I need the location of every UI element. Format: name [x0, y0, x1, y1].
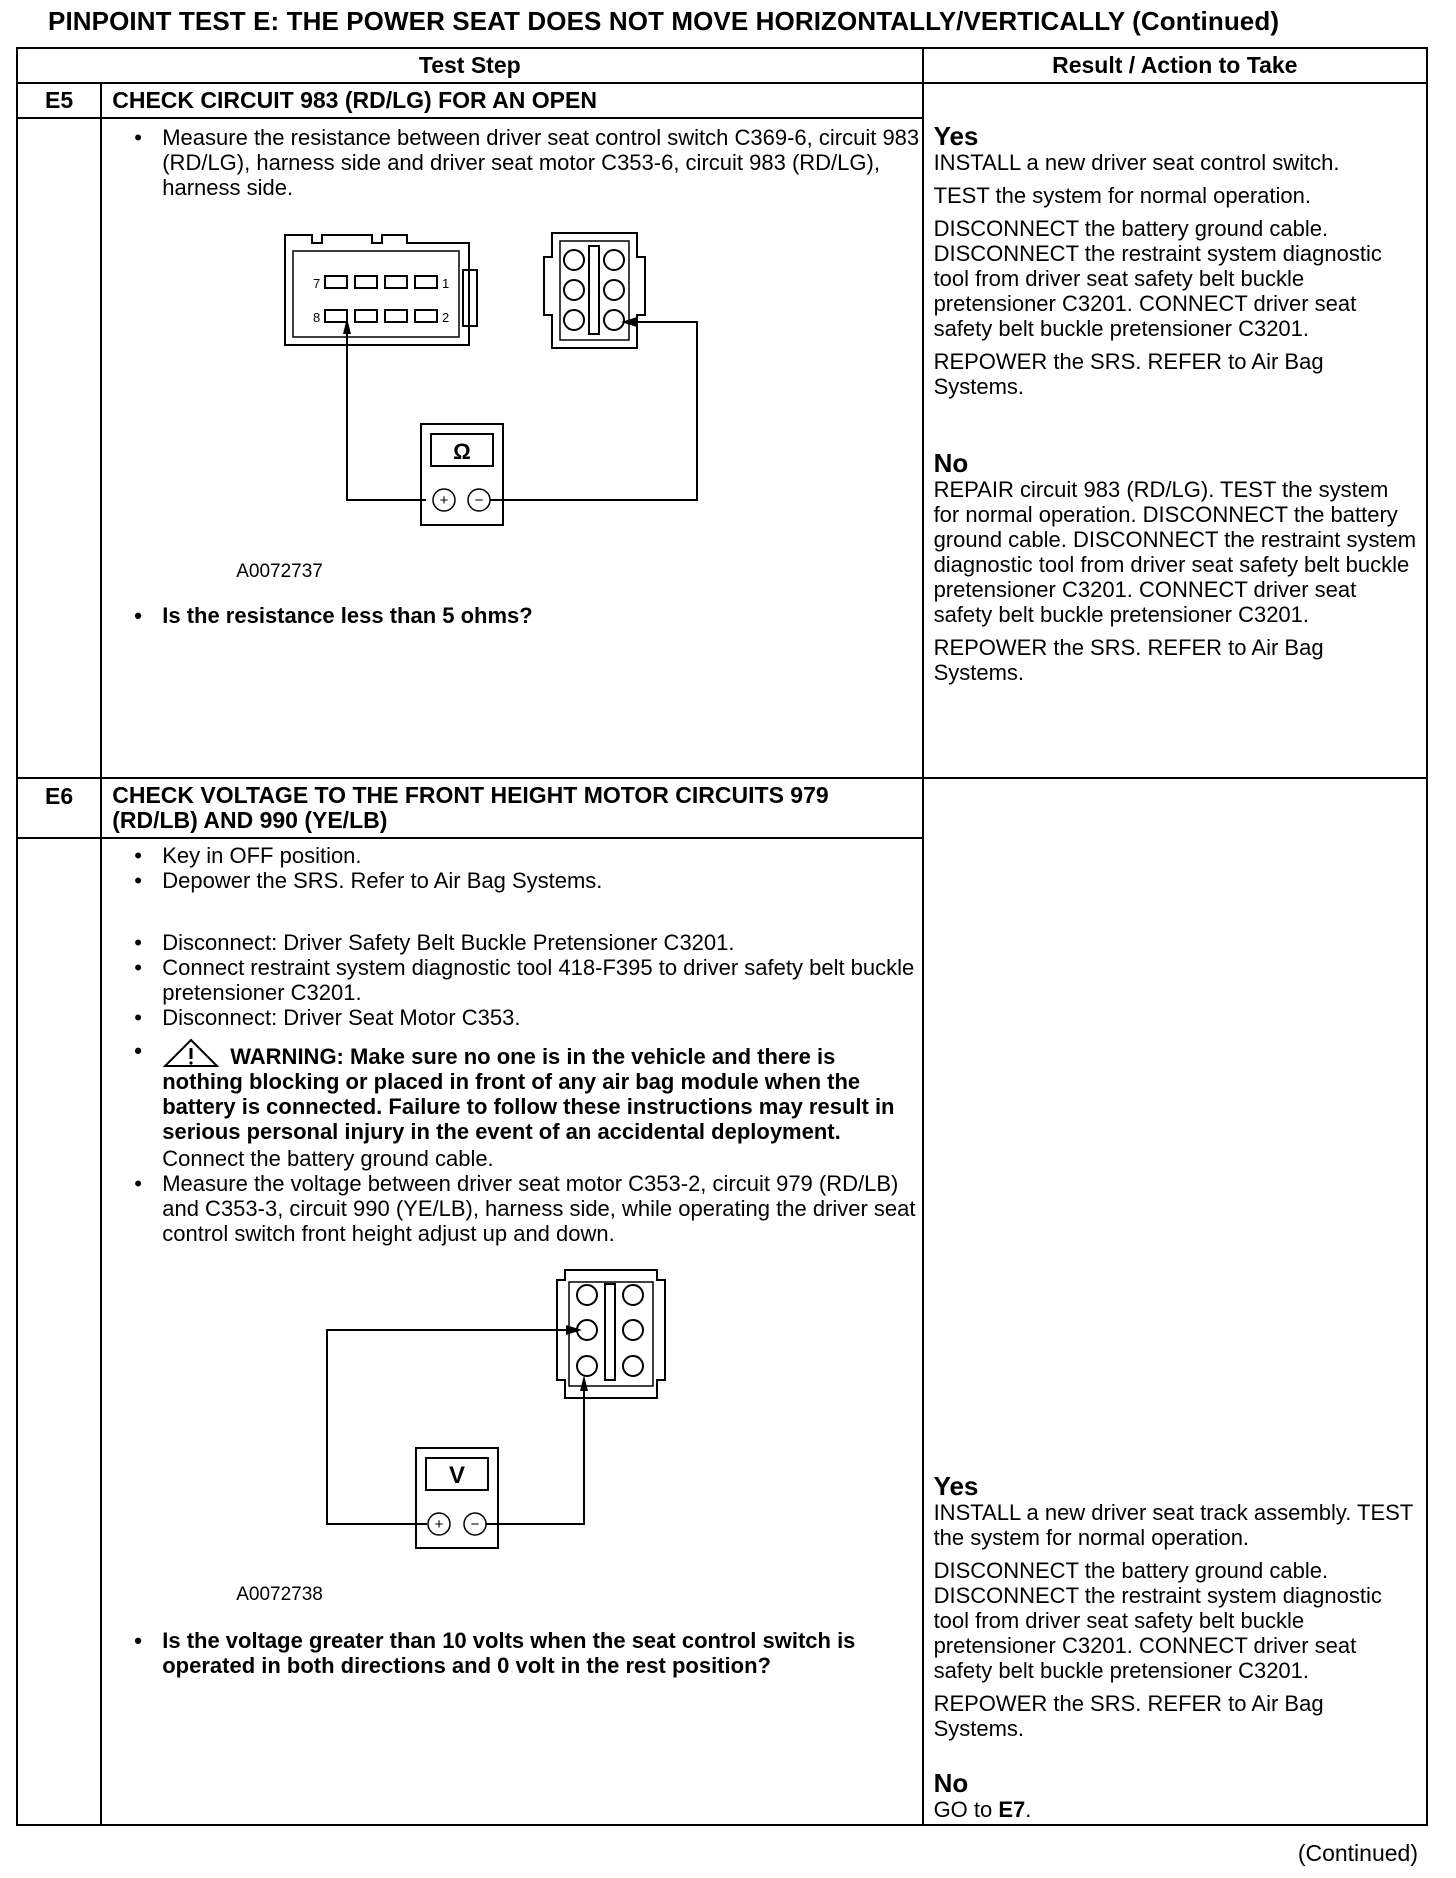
- goto-line: GO to E7.: [933, 1797, 1032, 1822]
- voltage-diagram: [197, 1262, 757, 1582]
- blank-cell: [17, 838, 101, 1825]
- result-line: REPAIR circuit 983 (RD/LG). TEST the system for normal operation. DISCONNECT the battery ground cable. DISCONNECT the restraint system diagnostic tool from driver seat safety belt buckle pretensioner C3201. CONNECT driver seat safety belt buckle pretensioner C3201.: [933, 477, 1417, 627]
- pin-label: 1: [442, 276, 450, 291]
- continued-footer: (Continued): [1297, 1840, 1418, 1866]
- yes-label: Yes: [933, 121, 979, 151]
- result-line: INSTALL a new driver seat track assembly. TEST the system for normal operation.: [933, 1500, 1413, 1550]
- step-e6-title-row: [17, 778, 1427, 838]
- pin-label: 2: [442, 310, 450, 325]
- plus-terminal: +: [439, 492, 449, 509]
- result-line: REPOWER the SRS. REFER to Air Bag Systems.: [933, 1691, 1324, 1741]
- question: • Is the voltage greater than 10 volts when the seat control switch is operated in both directions and 0 volt in the rest position?: [132, 1628, 921, 1678]
- result-line: REPOWER the SRS. REFER to Air Bag Systems.: [933, 349, 1324, 399]
- bullet-item: • Measure the voltage between driver seat motor C353-2, circuit 979 (RD/LB) and C353-3, circuit 990 (YE/LB), harness side, while operating the driver seat control switch front height adjust up and down.: [132, 1171, 921, 1246]
- result-header: Result / Action to Take: [923, 48, 1427, 83]
- step-title: CHECK CIRCUIT 983 (RD/LG) FOR AN OPEN: [101, 83, 922, 118]
- volt-symbol: V: [449, 1462, 466, 1489]
- motor-connector: [544, 233, 645, 348]
- warning-text: WARNING: Make sure no one is in the vehicle and there is nothing blocking or placed in front of any air bag module when the battery is connected. Failure to follow these instructions may result in serious personal injury in the event of an accidental deployment.: [162, 1044, 895, 1144]
- step-e6-body: [101, 838, 922, 1825]
- yes-label: Yes: [933, 1471, 979, 1501]
- blank-cell: [17, 118, 101, 778]
- result-line: INSTALL a new driver seat control switch.: [933, 150, 1340, 175]
- result-line: DISCONNECT the battery ground cable. DISCONNECT the restraint system diagnostic tool from driver seat safety belt buckle pretensioner C3201. CONNECT driver seat safety belt buckle pretensioner C3201.: [933, 1558, 1382, 1683]
- bullet-item: • Measure the resistance between driver seat control switch C369-6, circuit 983 (RD/LG), harness side and driver seat motor C353-6, circuit 983 (RD/LG), harness side.: [132, 125, 921, 200]
- no-label: No: [933, 1768, 969, 1798]
- header-row: [17, 48, 1427, 83]
- pin-label: 8: [313, 310, 321, 325]
- bullet-item: • Disconnect: Driver Safety Belt Buckle Pretensioner C3201.: [132, 930, 921, 955]
- motor-connector: [557, 1270, 665, 1398]
- no-label: No: [933, 448, 969, 478]
- step-e6-result: [923, 778, 1427, 1825]
- figure-id: A0072738: [236, 1584, 323, 1605]
- step-title: CHECK VOLTAGE TO THE FRONT HEIGHT MOTOR CIRCUITS 979 (RD/LB) AND 990 (YE/LB): [101, 778, 922, 838]
- result-line: REPOWER the SRS. REFER to Air Bag Systems.: [933, 635, 1324, 685]
- step-e5-body: [101, 118, 922, 778]
- bullet-item: • Depower the SRS. Refer to Air Bag Systems.: [132, 868, 921, 893]
- pinpoint-test-table: [16, 47, 1428, 1826]
- figure-id: A0072737: [236, 561, 323, 582]
- pin-label: 7: [313, 276, 321, 291]
- bullet-item: • Key in OFF position.: [132, 843, 921, 868]
- ohm-symbol: Ω: [453, 439, 472, 464]
- connect-line: Connect the battery ground cable.: [162, 1146, 494, 1171]
- result-line: TEST the system for normal operation.: [933, 183, 1311, 208]
- warning-item: [132, 1038, 921, 1144]
- step-id: E5: [17, 83, 101, 118]
- test-step-header: Test Step: [17, 48, 923, 83]
- goto-target-link[interactable]: E7: [998, 1797, 1026, 1822]
- test-leads: [327, 1330, 584, 1524]
- probe-arrow-icon: [580, 1375, 588, 1391]
- bullet-item: • Connect restraint system diagnostic tool 418-F395 to driver safety belt buckle pretensioner C3201.: [132, 955, 921, 1005]
- resistance-diagram: [197, 200, 757, 555]
- step-e5-title-row: [17, 83, 1427, 118]
- result-line: DISCONNECT the battery ground cable. DISCONNECT the restraint system diagnostic tool from driver seat safety belt buckle pretensioner C3201. CONNECT driver seat safety belt buckle pretensioner C3201.: [933, 216, 1382, 341]
- plus-terminal: +: [434, 1516, 444, 1533]
- minus-terminal: −: [470, 1516, 480, 1533]
- step-e5-result: [923, 83, 1427, 778]
- bullet-item: • Disconnect: Driver Seat Motor C353.: [132, 1005, 921, 1030]
- page-title: PINPOINT TEST E: THE POWER SEAT DOES NOT MOVE HORIZONTALLY/VERTICALLY (Continued): [48, 6, 1280, 36]
- probe-arrow-icon: [566, 1325, 582, 1335]
- warning-triangle-icon: [162, 1038, 220, 1068]
- minus-terminal: −: [474, 492, 484, 509]
- step-id: E6: [17, 778, 101, 838]
- probe-arrow-icon: [343, 318, 351, 334]
- question: • Is the resistance less than 5 ohms?: [132, 603, 921, 628]
